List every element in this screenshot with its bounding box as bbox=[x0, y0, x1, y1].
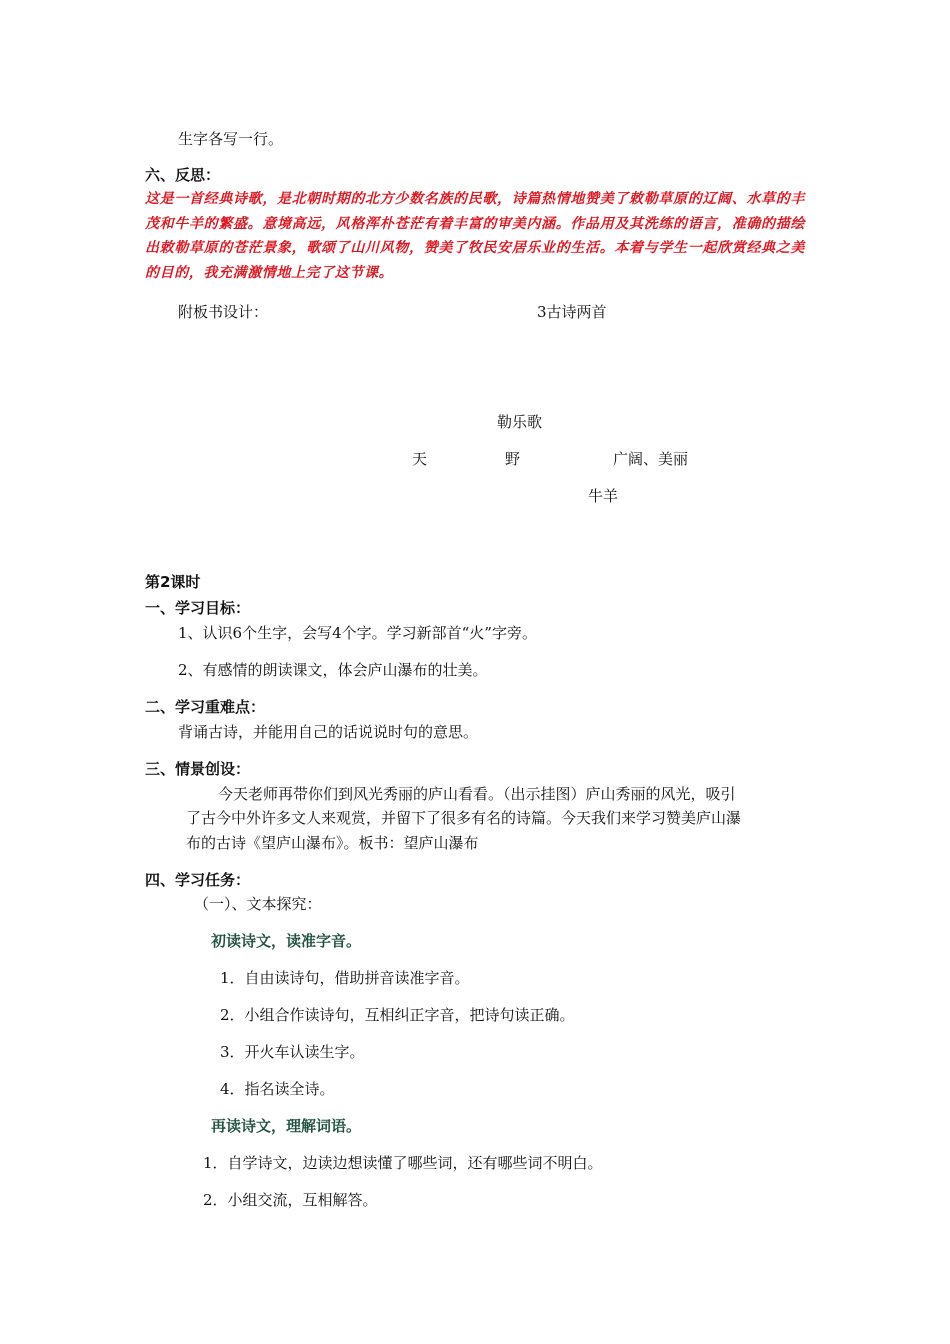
board-title: 3古诗两首 bbox=[537, 303, 607, 321]
reflection-paragraph: 这是一首经典诗歌，是北朝时期的北方少数名族的民歌，诗篇热情地赞美了敕勒草原的辽阔、水草的丰茂和牛羊的繁盛。意境高远，风格浑朴苍茫有着丰富的审美内涵。作品用及其洗练的语言，准确的描绘出敕勒草原的苍茫景象，歌颂了山川风物，赞美了牧民安居乐业的生活。本着与学生一起欣赏经典之美的目的，我充满激情地上完了这节课。 bbox=[145, 191, 805, 281]
goals-heading: 一、学习目标： bbox=[145, 599, 251, 617]
reflection-heading: 六、反思： bbox=[145, 166, 221, 184]
first-reading-title: 初读诗文，读准字音。 bbox=[211, 932, 362, 950]
scene-line: 布的古诗《望庐山瀑布》。板书：望庐山瀑布 bbox=[186, 834, 479, 852]
scene-line: 今天老师再带你们到风光秀丽的庐山看看。（出示挂图）庐山秀丽的风光，吸引 bbox=[218, 785, 736, 803]
list-item: 2．小组交流，互相解答。 bbox=[203, 1191, 378, 1209]
tasks-heading: 四、学习任务： bbox=[145, 871, 251, 889]
previous-instruction-line: 生字各写一行。 bbox=[178, 130, 284, 148]
list-item: 4．指名读全诗。 bbox=[220, 1080, 335, 1098]
board-word-field: 野 bbox=[505, 450, 521, 468]
key-points-heading: 二、学习重难点： bbox=[145, 698, 266, 716]
goal-item: 2、有感情的朗读课文，体会庐山瀑布的壮美。 bbox=[178, 661, 488, 679]
scene-line: 了古今中外许多文人来观赏，并留下了很多有名的诗篇。今天我们来学习赞美庐山瀑 bbox=[186, 809, 742, 827]
goal-item: 1、认识6个生字，会写4个字。学习新部首“火”字旁。 bbox=[178, 624, 537, 642]
tasks-subheading: （一）、文本探究： bbox=[194, 895, 322, 913]
board-word-cattle: 牛羊 bbox=[588, 487, 619, 505]
list-item: 3．开火车认读生字。 bbox=[220, 1043, 365, 1061]
second-reading-title: 再读诗文，理解词语。 bbox=[211, 1117, 362, 1135]
list-item: 1．自由读诗句，借助拼音读准字音。 bbox=[220, 969, 470, 987]
list-item: 2．小组合作读诗句，互相纠正字音，把诗句读正确。 bbox=[220, 1006, 575, 1024]
key-points-text: 背诵古诗，并能用自己的话说说时句的意思。 bbox=[178, 723, 479, 741]
lesson-title: 第2课时 bbox=[145, 573, 201, 591]
scene-heading: 三、情景创设： bbox=[145, 760, 251, 778]
board-word-vast: 广阔、美丽 bbox=[613, 450, 689, 468]
list-item: 1．自学诗文，边读边想读懂了哪些词，还有哪些词不明白。 bbox=[203, 1154, 603, 1172]
board-poem-title: 勒乐歌 bbox=[497, 413, 543, 431]
board-design-label: 附板书设计： bbox=[178, 303, 269, 321]
board-word-sky: 天 bbox=[412, 450, 428, 468]
